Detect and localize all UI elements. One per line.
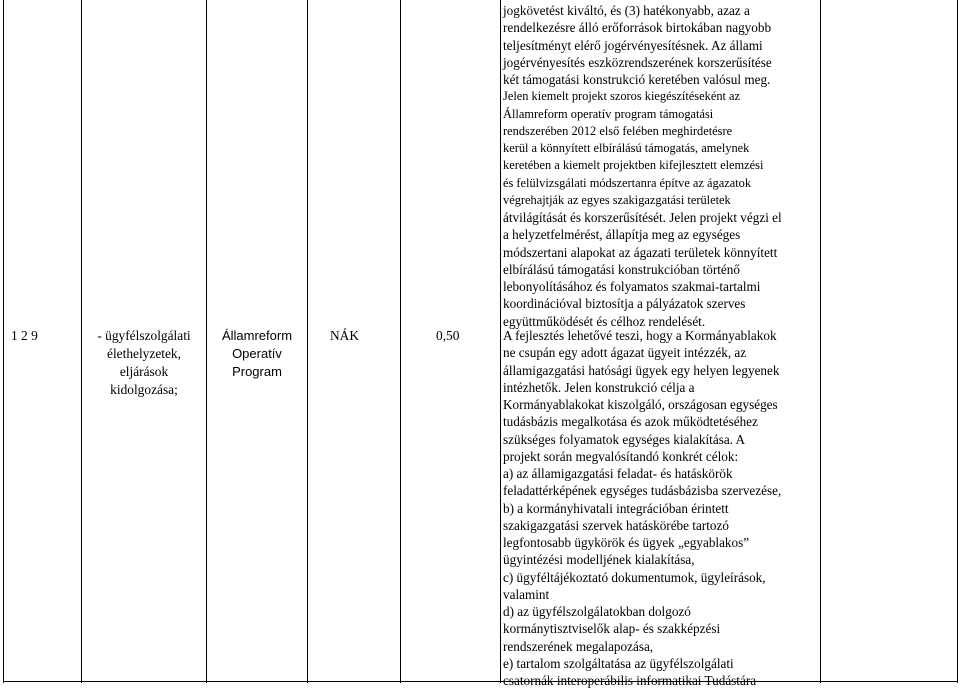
description-line: koordinációval biztosítja a pályázatok szerves: [503, 296, 746, 312]
program-cell: [207, 327, 307, 381]
description-line: e) tartalom szolgáltatása az ügyfélszolgálati: [503, 655, 734, 671]
description-line: két támogatási konstrukció keretében valósul meg.: [503, 72, 771, 87]
description-line: kerül a könnyített elbírálású támogatás, amelynek: [503, 141, 750, 155]
description-line: jogkövetést kiváltó, és (3) hatékonyabb, azaz a: [503, 3, 750, 18]
description-line: Jelen kiemelt projekt szoros kiegészítéseként az: [503, 89, 741, 104]
description-line: intézhetők. Jelen konstrukció célja a: [503, 379, 695, 395]
description-line: rendelkezésre álló erőforrások birtokában nagyobb: [503, 20, 772, 36]
description-line: c) ügyféltájékoztató dokumentumok, ügyleírások,: [503, 569, 766, 585]
program-line: Program: [232, 364, 282, 379]
description-line: keretében a kiemelt projektben kifejlesztett elemzési: [503, 158, 764, 173]
value-cell: 0,50: [436, 328, 460, 343]
description-line: a helyzetfelmérést, állapítja meg az egységes: [503, 227, 741, 243]
description-top: [503, 2, 819, 330]
description-line: Államreform operatív program támogatási: [503, 106, 714, 121]
description-line: kormánytisztviselők alap- és szakképzési: [503, 621, 721, 637]
description-line: legfontosabb ügykörök és ügyek „egyablakos”: [503, 535, 750, 550]
description-line: államigazgatási hatósági ügyek egy helyen legyenek: [503, 362, 780, 378]
description-line: végrehajtják az egyes szakigazgatási területek: [503, 192, 731, 207]
description-line: szükséges folyamatok egységes kialakítása. A: [503, 431, 746, 447]
code-cell: NÁK: [330, 328, 360, 343]
description-line: d) az ügyfélszolgálatokban dolgozó: [503, 604, 691, 619]
description-line: Kormányablakokat kiszolgáló, országosan egységes: [503, 397, 778, 412]
description-line: és felülvizsgálati módszertanra építve az ágazatok: [503, 175, 752, 190]
description-line: feladattérképének egységes tudásbázisba szervezése,: [503, 483, 782, 499]
description-line: csatornák interoperábilis informatikai Tudástára: [503, 673, 757, 688]
topic-cell: [82, 327, 206, 399]
row-number: 1 2 9: [11, 328, 38, 343]
description-line: valamint: [503, 586, 550, 602]
description-line: ne csupán egy adott ágazat ügyeit intézzék, az: [503, 345, 747, 361]
column-divider-6: [820, 0, 821, 683]
topic-line: - ügyfélszolgálati: [97, 328, 191, 343]
description-line: elbírálású támogatási konstrukcióban történő: [503, 261, 740, 277]
program-line: Államreform: [221, 328, 293, 343]
column-divider-5: [500, 0, 501, 683]
description-line: rendszerében 2012 első felében meghirdetésre: [503, 123, 733, 138]
program-line: Operatív: [232, 346, 282, 361]
description-line: A fejlesztés lehetővé teszi, hogy a Kormányablakok: [503, 328, 777, 343]
topic-line: kidolgozása;: [110, 382, 178, 397]
table-border-right: [957, 0, 958, 683]
description-line: tudásbázis megalkotása és azok működtetéséhez: [503, 414, 758, 430]
description-bottom: [503, 327, 819, 689]
column-divider-3: [307, 0, 308, 683]
description-line: projekt során megvalósítandó konkrét célok:: [503, 448, 739, 464]
description-line: módszertani alapokat az ágazati területek könnyített: [503, 244, 778, 260]
topic-line: eljárások: [119, 364, 169, 379]
description-line: jogérvényesítés eszközrendszerének korszerűsítése: [503, 54, 772, 70]
description-line: lebonyolításához és folyamatos szakmai-tartalmi: [503, 279, 761, 294]
description-line: átvilágítását és korszerűsítését. Jelen projekt végzi el: [503, 210, 782, 225]
description-line: teljesítményt elérő jogérvényesítésnek. Az állami: [503, 37, 763, 53]
description-line: a) az államigazgatási feladat- és hatáskörök: [503, 466, 733, 481]
description-line: ügyintézési modelljének kialakítása,: [503, 552, 695, 568]
description-line: b) a kormányhivatali integrációban érintett: [503, 500, 729, 516]
topic-line: élethelyzetek,: [107, 346, 181, 361]
description-line: rendszerének megalapozása,: [503, 638, 654, 654]
description-line: együttműködését és célhoz rendelését.: [503, 313, 706, 329]
column-divider-4: [400, 0, 401, 683]
description-line: szakigazgatási szervek hatáskörébe tartozó: [503, 517, 729, 533]
table-border-left: [3, 0, 4, 683]
